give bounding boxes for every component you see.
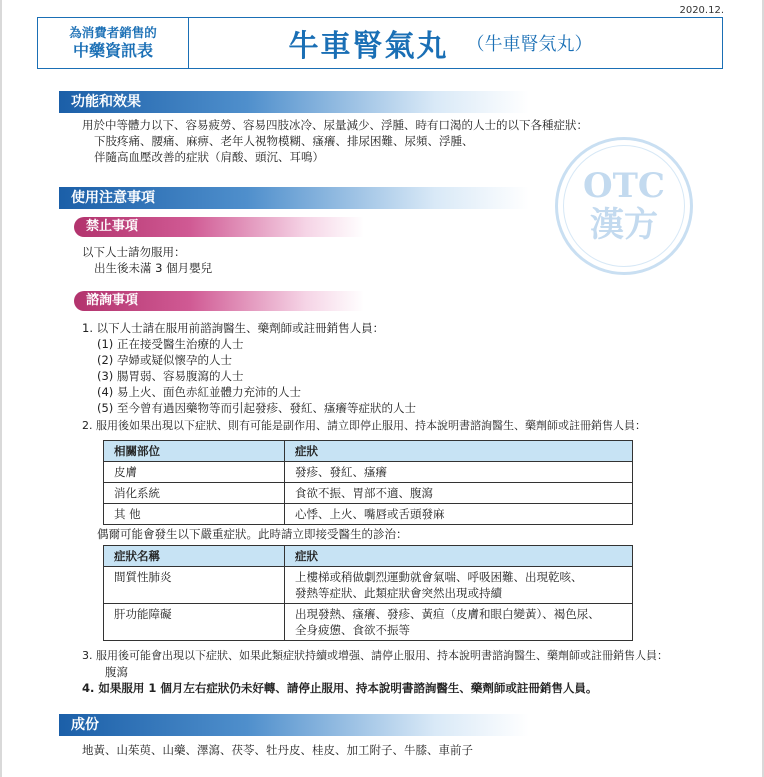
header-label-box — [38, 18, 189, 68]
document-header — [37, 17, 723, 69]
table-cell-line: 出現發熱、瘙癢、發疹、黃疸（皮膚和眼白變黃）、褐色尿、 — [295, 607, 600, 621]
stamp-line2: 漢方 — [590, 205, 658, 245]
table-row — [104, 504, 633, 525]
prohibited-line1: 以下人士請勿服用： — [82, 245, 186, 259]
issue-date: 2020.12. — [679, 5, 724, 16]
consult-sub3: (3) 腸胃弱、容易腹瀉的人士 — [97, 369, 244, 383]
header-label-line2: 中藥資訊表 — [72, 41, 153, 60]
ingredients-text: 地黃、山茱萸、山藥、澤瀉、茯苓、牡丹皮、桂皮、加工附子、牛膝、車前子 — [82, 743, 473, 757]
table-cell — [285, 604, 633, 641]
otc-kampo-stamp — [555, 137, 693, 275]
header-label-line1: 為消費者銷售的 — [69, 25, 157, 40]
table-cell-line: 發熱等症狀、此類症狀會突然出現或持續 — [295, 586, 502, 600]
ingredients-heading: 成份 — [59, 714, 529, 736]
precautions-heading: 使用注意事項 — [59, 187, 529, 209]
table-row — [104, 462, 633, 483]
table-cell-line: 全身疲憊、食欲不振等 — [295, 623, 410, 637]
table-cell: 心悸、上火、嘴唇或舌頭發麻 — [285, 504, 633, 525]
page-edge-left — [0, 0, 2, 777]
efficacy-line3: 伴隨高血壓改善的症狀（肩酸、頭沉、耳鳴） — [94, 150, 324, 164]
table-cell: 其 他 — [104, 504, 285, 525]
table-header-cell: 相關部位 — [104, 441, 285, 462]
side-effects-table — [103, 440, 633, 525]
consult-sub4: (4) 易上火、面色赤紅並體力充沛的人士 — [97, 385, 301, 399]
prohibited-line2: 出生後未滿 3 個月嬰兒 — [94, 261, 213, 275]
consult-sub2: (2) 孕婦或疑似懷孕的人士 — [97, 353, 232, 367]
efficacy-heading: 功能和效果 — [59, 91, 529, 113]
product-subtitle: （牛車腎気丸） — [466, 34, 593, 55]
table-header-row — [104, 441, 633, 462]
table-header-cell: 症狀 — [285, 441, 633, 462]
efficacy-line1: 用於中等體力以下、容易疲勞、容易四肢冰冷、尿量減少、浮腫、時有口渴的人士的以下各種症狀： — [82, 118, 588, 132]
consult-item3: 3. 服用後可能會出現以下症狀、如果此類症狀持續或增强、請停止服用、持本說明書諮詢醫生、藥劑師或註冊銷售人員： — [82, 649, 668, 662]
table-row — [104, 604, 633, 641]
table-cell: 皮膚 — [104, 462, 285, 483]
consult-item2: 2. 服用後如果出現以下症狀、則有可能是副作用、請立即停止服用、持本說明書諮詢醫生、藥劑師或註冊銷售人員： — [82, 419, 646, 432]
table-row — [104, 483, 633, 504]
table-cell: 肝功能障礙 — [104, 604, 285, 641]
table-row — [104, 567, 633, 604]
table-cell: 間質性肺炎 — [104, 567, 285, 604]
serious-symptoms-note: 偶爾可能會發生以下嚴重症狀。此時請立即接受醫生的診治： — [97, 527, 408, 541]
consult-sub5: (5) 至今曾有過因藥物等而引起發疹、發紅、瘙癢等症狀的人士 — [97, 401, 416, 415]
consult-item3-sub: 腹瀉 — [105, 665, 128, 679]
header-title-box — [189, 18, 722, 68]
consult-sub1: (1) 正在接受醫生治療的人士 — [97, 337, 244, 351]
stamp-line1: OTC — [583, 166, 665, 206]
table-cell: 食欲不振、胃部不適、腹瀉 — [285, 483, 633, 504]
table-header-cell: 症狀名稱 — [104, 546, 285, 567]
table-cell: 消化系統 — [104, 483, 285, 504]
prohibited-heading: 禁止事項 — [74, 217, 364, 237]
consult-heading: 諮詢事項 — [74, 291, 364, 311]
table-cell — [285, 567, 633, 604]
serious-symptoms-table — [103, 545, 633, 641]
consult-item4: 4. 如果服用 1 個月左右症狀仍未好轉、請停止服用、持本說明書諮詢醫生、藥劑師或註冊銷售人員。 — [82, 681, 598, 695]
efficacy-line2: 下肢疼痛、腰痛、麻痹、老年人視物模糊、瘙癢、排尿困難、尿頻、浮腫、 — [94, 134, 474, 148]
table-header-row — [104, 546, 633, 567]
table-cell-line: 上樓梯或稍做劇烈運動就會氣喘、呼吸困難、出現乾咳、 — [295, 570, 583, 584]
table-cell: 發疹、發紅、瘙癢 — [285, 462, 633, 483]
product-title: 牛車腎氣丸 — [288, 29, 449, 64]
consult-item1: 1. 以下人士請在服用前諮詢醫生、藥劑師或註冊銷售人員： — [82, 321, 385, 335]
table-header-cell: 症狀 — [285, 546, 633, 567]
